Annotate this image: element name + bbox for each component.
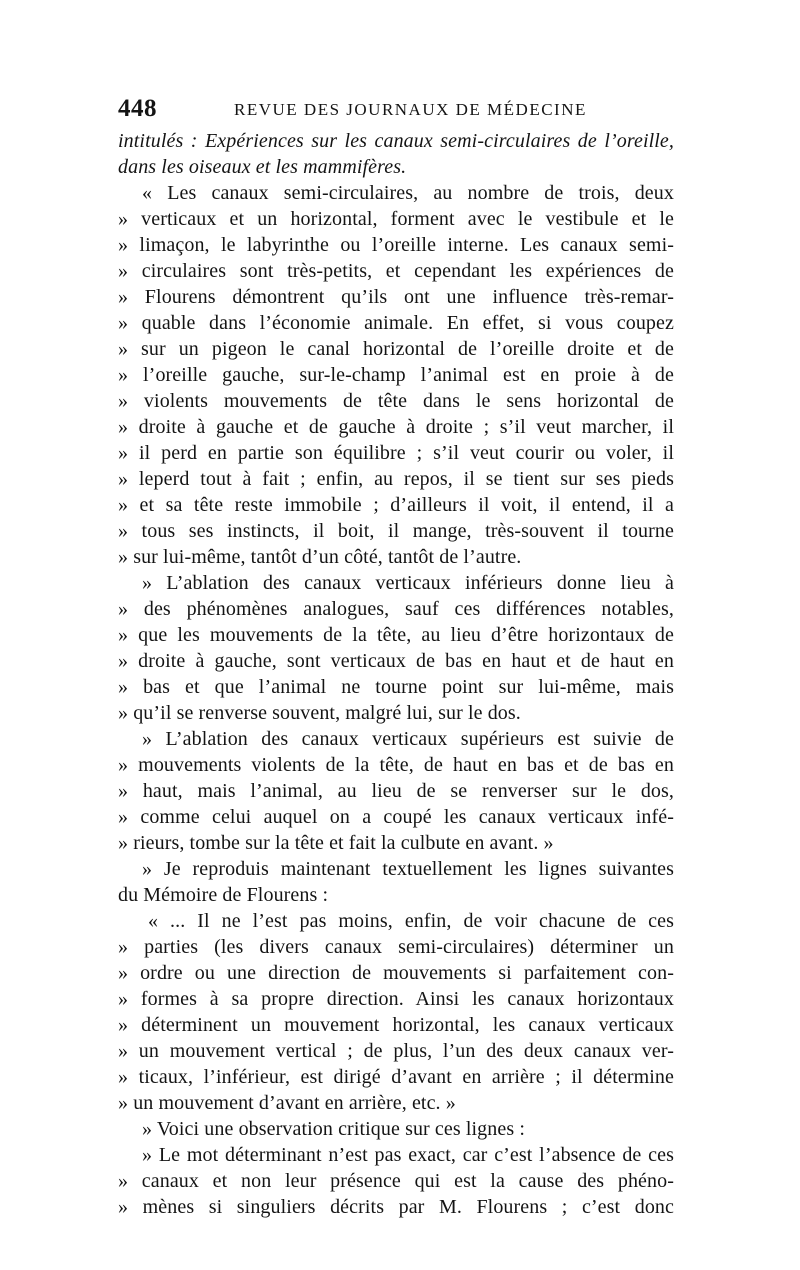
text-line: » L’ablation des canaux verticaux inférieurs donne lieu à [142, 572, 674, 594]
text-line: » bas et que l’animal ne tourne point sur lui-même, mais [118, 676, 674, 698]
text-line: » droite à gauche et de gauche à droite ; s’il veut marcher, il [118, 416, 674, 438]
text-line: » qu’il se renverse souvent, malgré lui, sur le dos. [118, 702, 521, 724]
text-line: » Flourens démontrent qu’ils ont une influence très-remar- [118, 286, 674, 308]
text-line: » ticaux, l’inférieur, est dirigé d’avant en arrière ; il détermine [118, 1066, 674, 1088]
text-line: » et sa tête reste immobile ; d’ailleurs il voit, il entend, il a [118, 494, 674, 516]
text-line: » mènes si singuliers décrits par M. Flourens ; c’est donc [118, 1196, 674, 1218]
text-line: intitulés : Expériences sur les canaux semi-circulaires de l’oreille, [118, 130, 674, 152]
text-line: » ordre ou une direction de mouvements si parfaitement con- [118, 962, 674, 984]
body-text [118, 128, 674, 1220]
text-line: » tous ses instincts, il boit, il mange, très-souvent il tourne [118, 520, 674, 542]
text-line: » sur lui-même, tantôt d’un côté, tantôt de l’autre. [118, 546, 522, 568]
text-line: » un mouvement d’avant en arrière, etc. » [118, 1092, 456, 1114]
text-line: » limaçon, le labyrinthe ou l’oreille interne. Les canaux semi- [118, 234, 674, 256]
text-line: » comme celui auquel on a coupé les canaux verticaux infé- [118, 806, 674, 828]
text-line: » sur un pigeon le canal horizontal de l’oreille droite et de [118, 338, 674, 360]
text-line: » circulaires sont très-petits, et cependant les expériences de [118, 260, 674, 282]
text-line: » Je reproduis maintenant textuellement les lignes suivantes [142, 858, 674, 880]
text-line: « ... Il ne l’est pas moins, enfin, de voir chacune de ces [148, 910, 674, 932]
text-line: » rieurs, tombe sur la tête et fait la culbute en avant. » [118, 832, 554, 854]
text-line: » formes à sa propre direction. Ainsi les canaux horizontaux [118, 988, 674, 1010]
text-line: » parties (les divers canaux semi-circulaires) déterminer un [118, 936, 674, 958]
text-line: » leperd tout à fait ; enfin, au repos, il se tient sur ses pieds [118, 468, 674, 490]
text-line: » déterminent un mouvement horizontal, les canaux verticaux [118, 1014, 674, 1036]
text-line: « Les canaux semi-circulaires, au nombre de trois, deux [142, 182, 674, 204]
text-line: » un mouvement vertical ; de plus, l’un des deux canaux ver- [118, 1040, 674, 1062]
text-line: » haut, mais l’animal, au lieu de se renverser sur le dos, [118, 780, 674, 802]
running-head: REVUE DES JOURNAUX DE MÉDECINE [234, 100, 587, 119]
text-line: » il perd en partie son équilibre ; s’il veut courir ou voler, il [118, 442, 674, 464]
text-line: du Mémoire de Flourens : [118, 884, 329, 906]
text-line: » des phénomènes analogues, sauf ces différences notables, [118, 598, 674, 620]
page-number: 448 [118, 95, 157, 122]
text-line: dans les oiseaux et les mammifères. [118, 156, 407, 178]
text-line: » quable dans l’économie animale. En effet, si vous coupez [118, 312, 674, 334]
text-line: » Voici une observation critique sur ces lignes : [142, 1118, 525, 1140]
text-line: » violents mouvements de tête dans le sens horizontal de [118, 390, 674, 412]
text-line: » verticaux et un horizontal, forment avec le vestibule et le [118, 208, 674, 230]
text-line: » L’ablation des canaux verticaux supérieurs est suivie de [142, 728, 674, 750]
text-line: » droite à gauche, sont verticaux de bas en haut et de haut en [118, 650, 674, 672]
text-line: » mouvements violents de la tête, de haut en bas et de bas en [118, 754, 674, 776]
page-header [118, 94, 674, 124]
text-line: » Le mot déterminant n’est pas exact, car c’est l’absence de ces [142, 1144, 674, 1166]
text-line: » canaux et non leur présence qui est la cause des phéno- [118, 1170, 674, 1192]
text-line: » l’oreille gauche, sur-le-champ l’animal est en proie à de [118, 364, 674, 386]
text-line: » que les mouvements de la tête, au lieu d’être horizontaux de [118, 624, 674, 646]
